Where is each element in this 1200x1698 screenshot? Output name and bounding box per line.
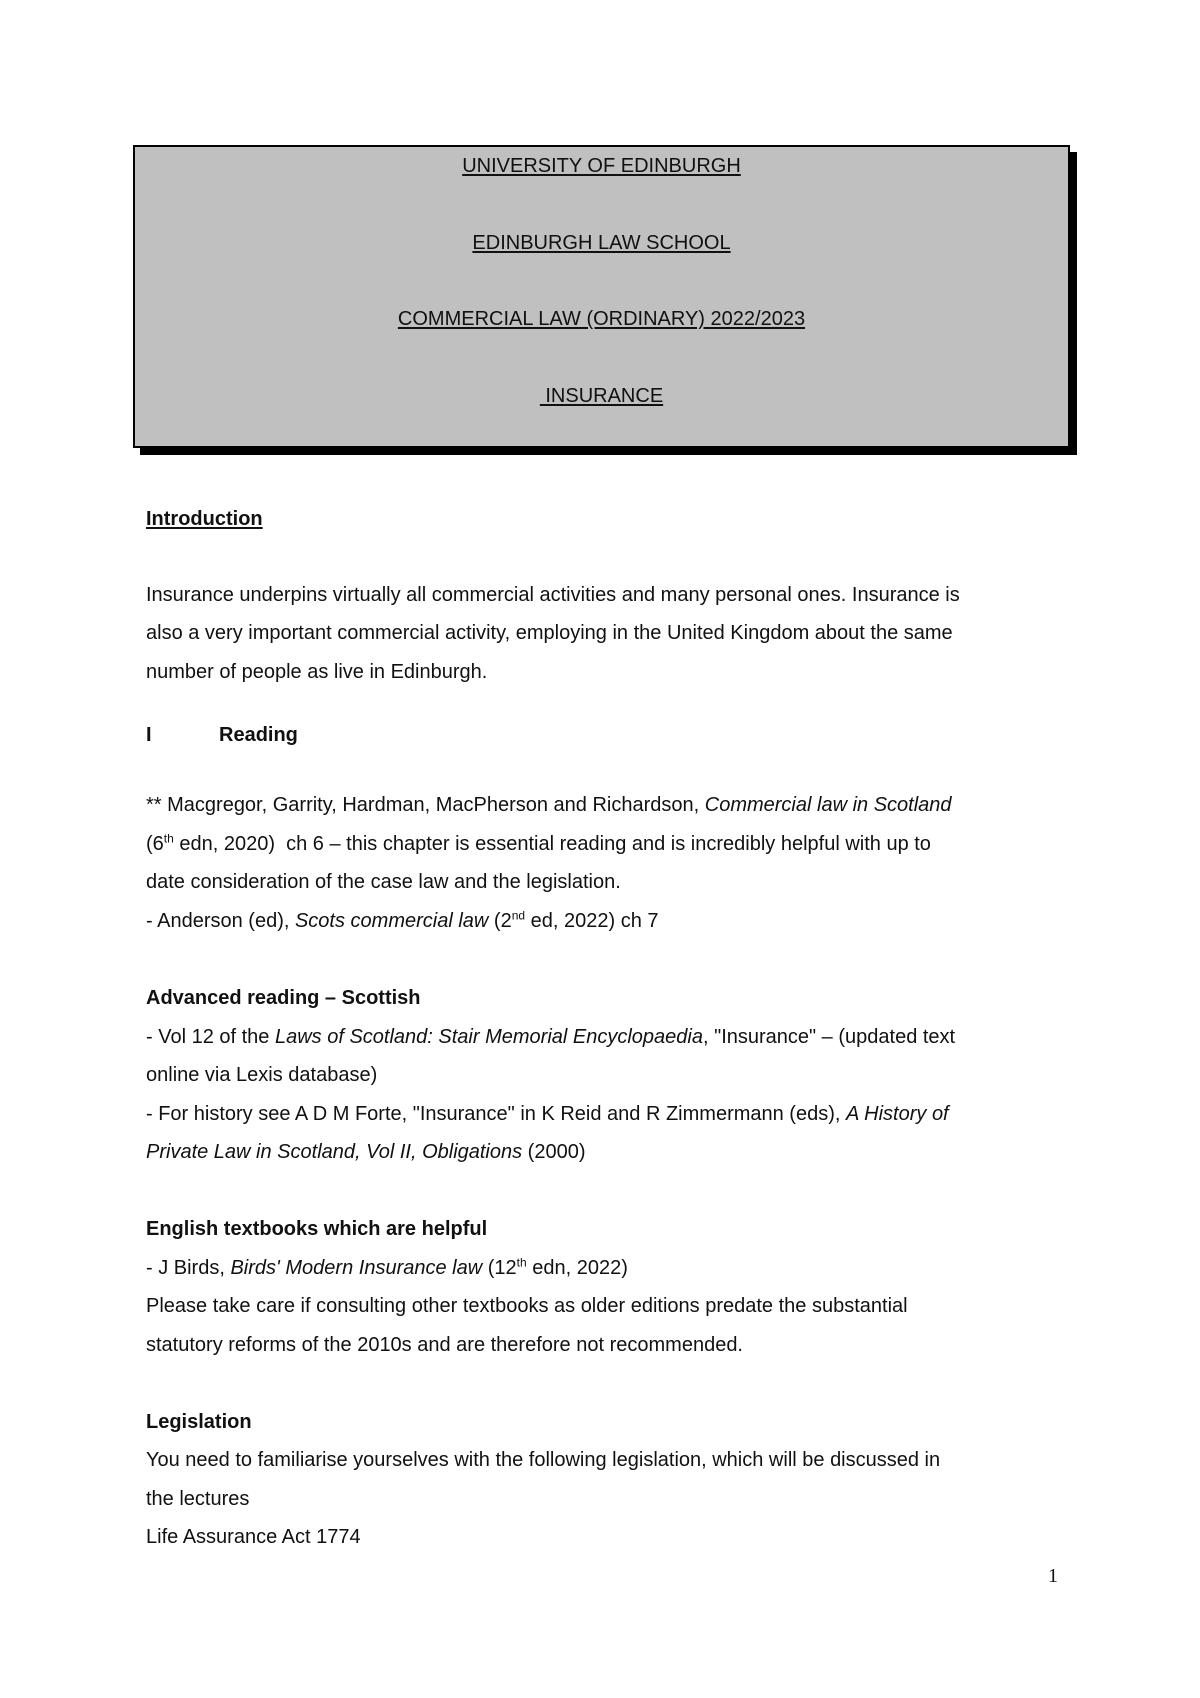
english-note-line-2: statutory reforms of the 2010s and are therefore not recommended. (146, 1334, 743, 1356)
advanced-item-2-title-b: Private Law in Scotland, Vol II, Obligations (146, 1141, 523, 1163)
introduction-line-2: also a very important commercial activity, employing in the United Kingdom about the same (146, 622, 953, 644)
legislation-line-3: Life Assurance Act 1774 (146, 1526, 361, 1548)
advanced-item-1-suffix: , "Insurance" – (updated text (702, 1026, 956, 1048)
english-textbooks-heading: English textbooks which are helpful (146, 1218, 488, 1240)
introduction-line-3: number of people as live in Edinburgh. (146, 661, 488, 683)
introduction-heading: Introduction (146, 508, 263, 530)
english-item-1-author: - J Birds, (146, 1257, 231, 1279)
english-item-1-year: edn, 2022) (526, 1257, 628, 1279)
reading-item-2 (146, 910, 659, 933)
reading-item-1-line-2 (146, 833, 931, 856)
introduction-line-1: Insurance underpins virtually all commercial activities and many personal ones. Insurance is (146, 584, 960, 606)
reading-item-2-chapter: ed, 2022) ch 7 (525, 910, 659, 932)
topic-title: INSURANCE (539, 385, 664, 407)
reading-item-2-title: Scots commercial law (294, 910, 489, 932)
title-box (133, 145, 1070, 448)
reading-item-1-line-1 (146, 794, 952, 817)
reading-item-1-title: Commercial law in Scotland (704, 794, 952, 816)
legislation-line-1: You need to familiarise yourselves with the following legislation, which will be discussed in (146, 1449, 941, 1471)
reading-item-1-line-3: date consideration of the case law and the legislation. (146, 871, 621, 893)
reading-item-2-edition-sup: nd (511, 908, 526, 923)
legislation-line-2: the lectures (146, 1488, 250, 1510)
reading-item-2-author: - Anderson (ed), (146, 910, 295, 932)
course-title: COMMERCIAL LAW (ORDINARY) 2022/2023 (397, 308, 806, 330)
section-number: I (146, 724, 152, 746)
reading-item-1-authors: ** Macgregor, Garrity, Hardman, MacPherson and Richardson, (146, 794, 705, 816)
reading-item-1-edition: (6 (146, 833, 164, 855)
advanced-item-1-prefix: - Vol 12 of the (146, 1026, 275, 1048)
school-title: EDINBURGH LAW SCHOOL (472, 232, 731, 254)
legislation-heading: Legislation (146, 1411, 252, 1433)
reading-item-2-edition: (2 (488, 910, 512, 932)
advanced-item-1-title: Laws of Scotland: Stair Memorial Encyclopaedia (274, 1026, 703, 1048)
reading-item-1-description: edn, 2020) ch 6 – this chapter is essential reading and is incredibly helpful with up to (173, 833, 931, 855)
english-note-line-1: Please take care if consulting other textbooks as older editions predate the substantial (146, 1295, 908, 1317)
advanced-item-2-prefix: - For history see A D M Forte, "Insurance" in K Reid and R Zimmermann (eds), (146, 1103, 846, 1125)
advanced-reading-heading: Advanced reading – Scottish (146, 987, 421, 1009)
advanced-item-2-line-2 (146, 1141, 586, 1164)
english-item-1-edition: (12 (482, 1257, 517, 1279)
english-item-1 (146, 1257, 628, 1280)
page-number: 1 (1048, 1565, 1058, 1587)
advanced-item-1-line-2: online via Lexis database) (146, 1064, 378, 1086)
advanced-item-2-title-a: A History of (846, 1103, 949, 1125)
reading-item-1-edition-sup: th (163, 831, 174, 846)
reading-heading: Reading (219, 724, 298, 746)
advanced-item-2-line-1 (146, 1103, 949, 1126)
university-title: UNIVERSITY OF EDINBURGH (462, 155, 741, 177)
advanced-item-1-line-1 (146, 1026, 955, 1049)
advanced-item-2-year: (2000) (522, 1141, 586, 1163)
english-item-1-edition-sup: th (516, 1255, 527, 1270)
english-item-1-title: Birds' Modern Insurance law (230, 1257, 483, 1279)
